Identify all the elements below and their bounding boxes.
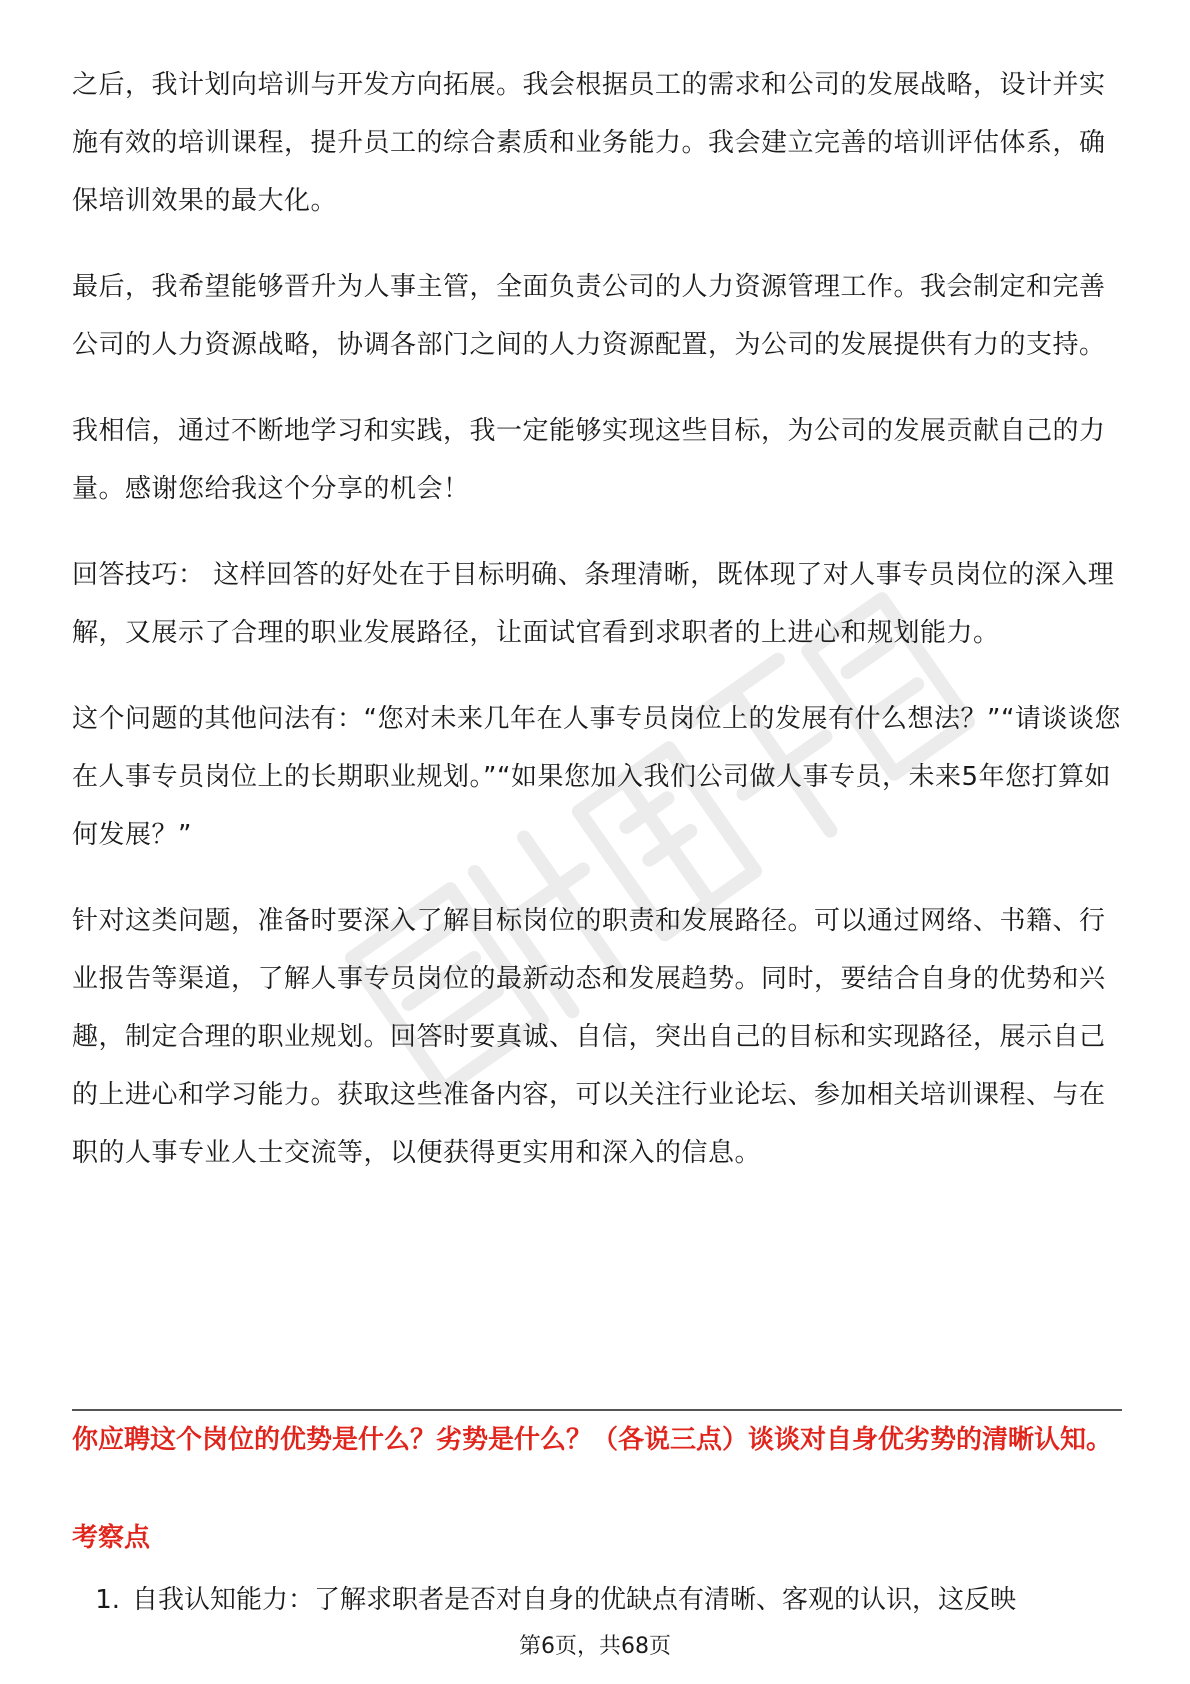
page-number-footer: 第6页，共68页 (519, 1634, 671, 1659)
question-heading: 你应聘这个岗位的优势是什么？劣势是什么？（各说三点）谈谈对自身优劣势的清晰认知。 (72, 1425, 1113, 1455)
list-item-text: 自我认知能力：了解求职者是否对自身的优缺点有清晰、客观的认识，这反映 (132, 1585, 1017, 1615)
paragraph-promotion-plan: 最后，我希望能够晋升为人事主管，全面负责公司的人力资源管理工作。我会制定和完善公司的人力资源战略，协调各部门之间的人力资源配置，为公司的发展提供有力的支持。 (72, 272, 1106, 360)
paragraph-training-plan: 之后，我计划向培训与开发方向拓展。我会根据员工的需求和公司的发展战略，设计并实施有效的培训课程，提升员工的综合素质和业务能力。我会建立完善的培训评估体系，确保培训效果的最大化。 (72, 70, 1106, 216)
section-label-assessment-points: 考察点 (72, 1523, 151, 1553)
assessment-points-list (72, 1578, 1122, 1622)
paragraph-alternative-questions: 这个问题的其他问法有：“您对未来几年在人事专员岗位上的发展有什么想法？”“请谈谈您在人事专员岗位上的长期职业规划。”“如果您加入我们公司做人事专员，未来5年您打算如何发展？” (72, 704, 1121, 850)
list-item (72, 1578, 1122, 1622)
list-item-number: 1. (95, 1585, 120, 1615)
paragraph-conclusion: 我相信，通过不断地学习和实践，我一定能够实现这些目标，为公司的发展贡献自己的力量。感谢您给我这个分享的机会！ (72, 416, 1106, 504)
paragraph-answer-tips: 回答技巧： 这样回答的好处在于目标明确、条理清晰，既体现了对人事专员岗位的深入理解，又展示了合理的职业发展路径，让面试官看到求职者的上进心和规划能力。 (72, 560, 1115, 648)
paragraph-preparation-advice: 针对这类问题，准备时要深入了解目标岗位的职责和发展路径。可以通过网络、书籍、行业报告等渠道，了解人事专员岗位的最新动态和发展趋势。同时，要结合自身的优势和兴趣，制定合理的职业规划。回答时要真诚、自信，突出自己的目标和实现路径，展示自己的上进心和学习能力。获取这些准备内容，可以关注行业论坛、参加相关培训课程、与在职的人事专业人士交流等，以便获得更实用和深入的信息。 (72, 906, 1106, 1168)
section-divider (72, 1409, 1122, 1411)
main-content (72, 56, 1122, 1210)
